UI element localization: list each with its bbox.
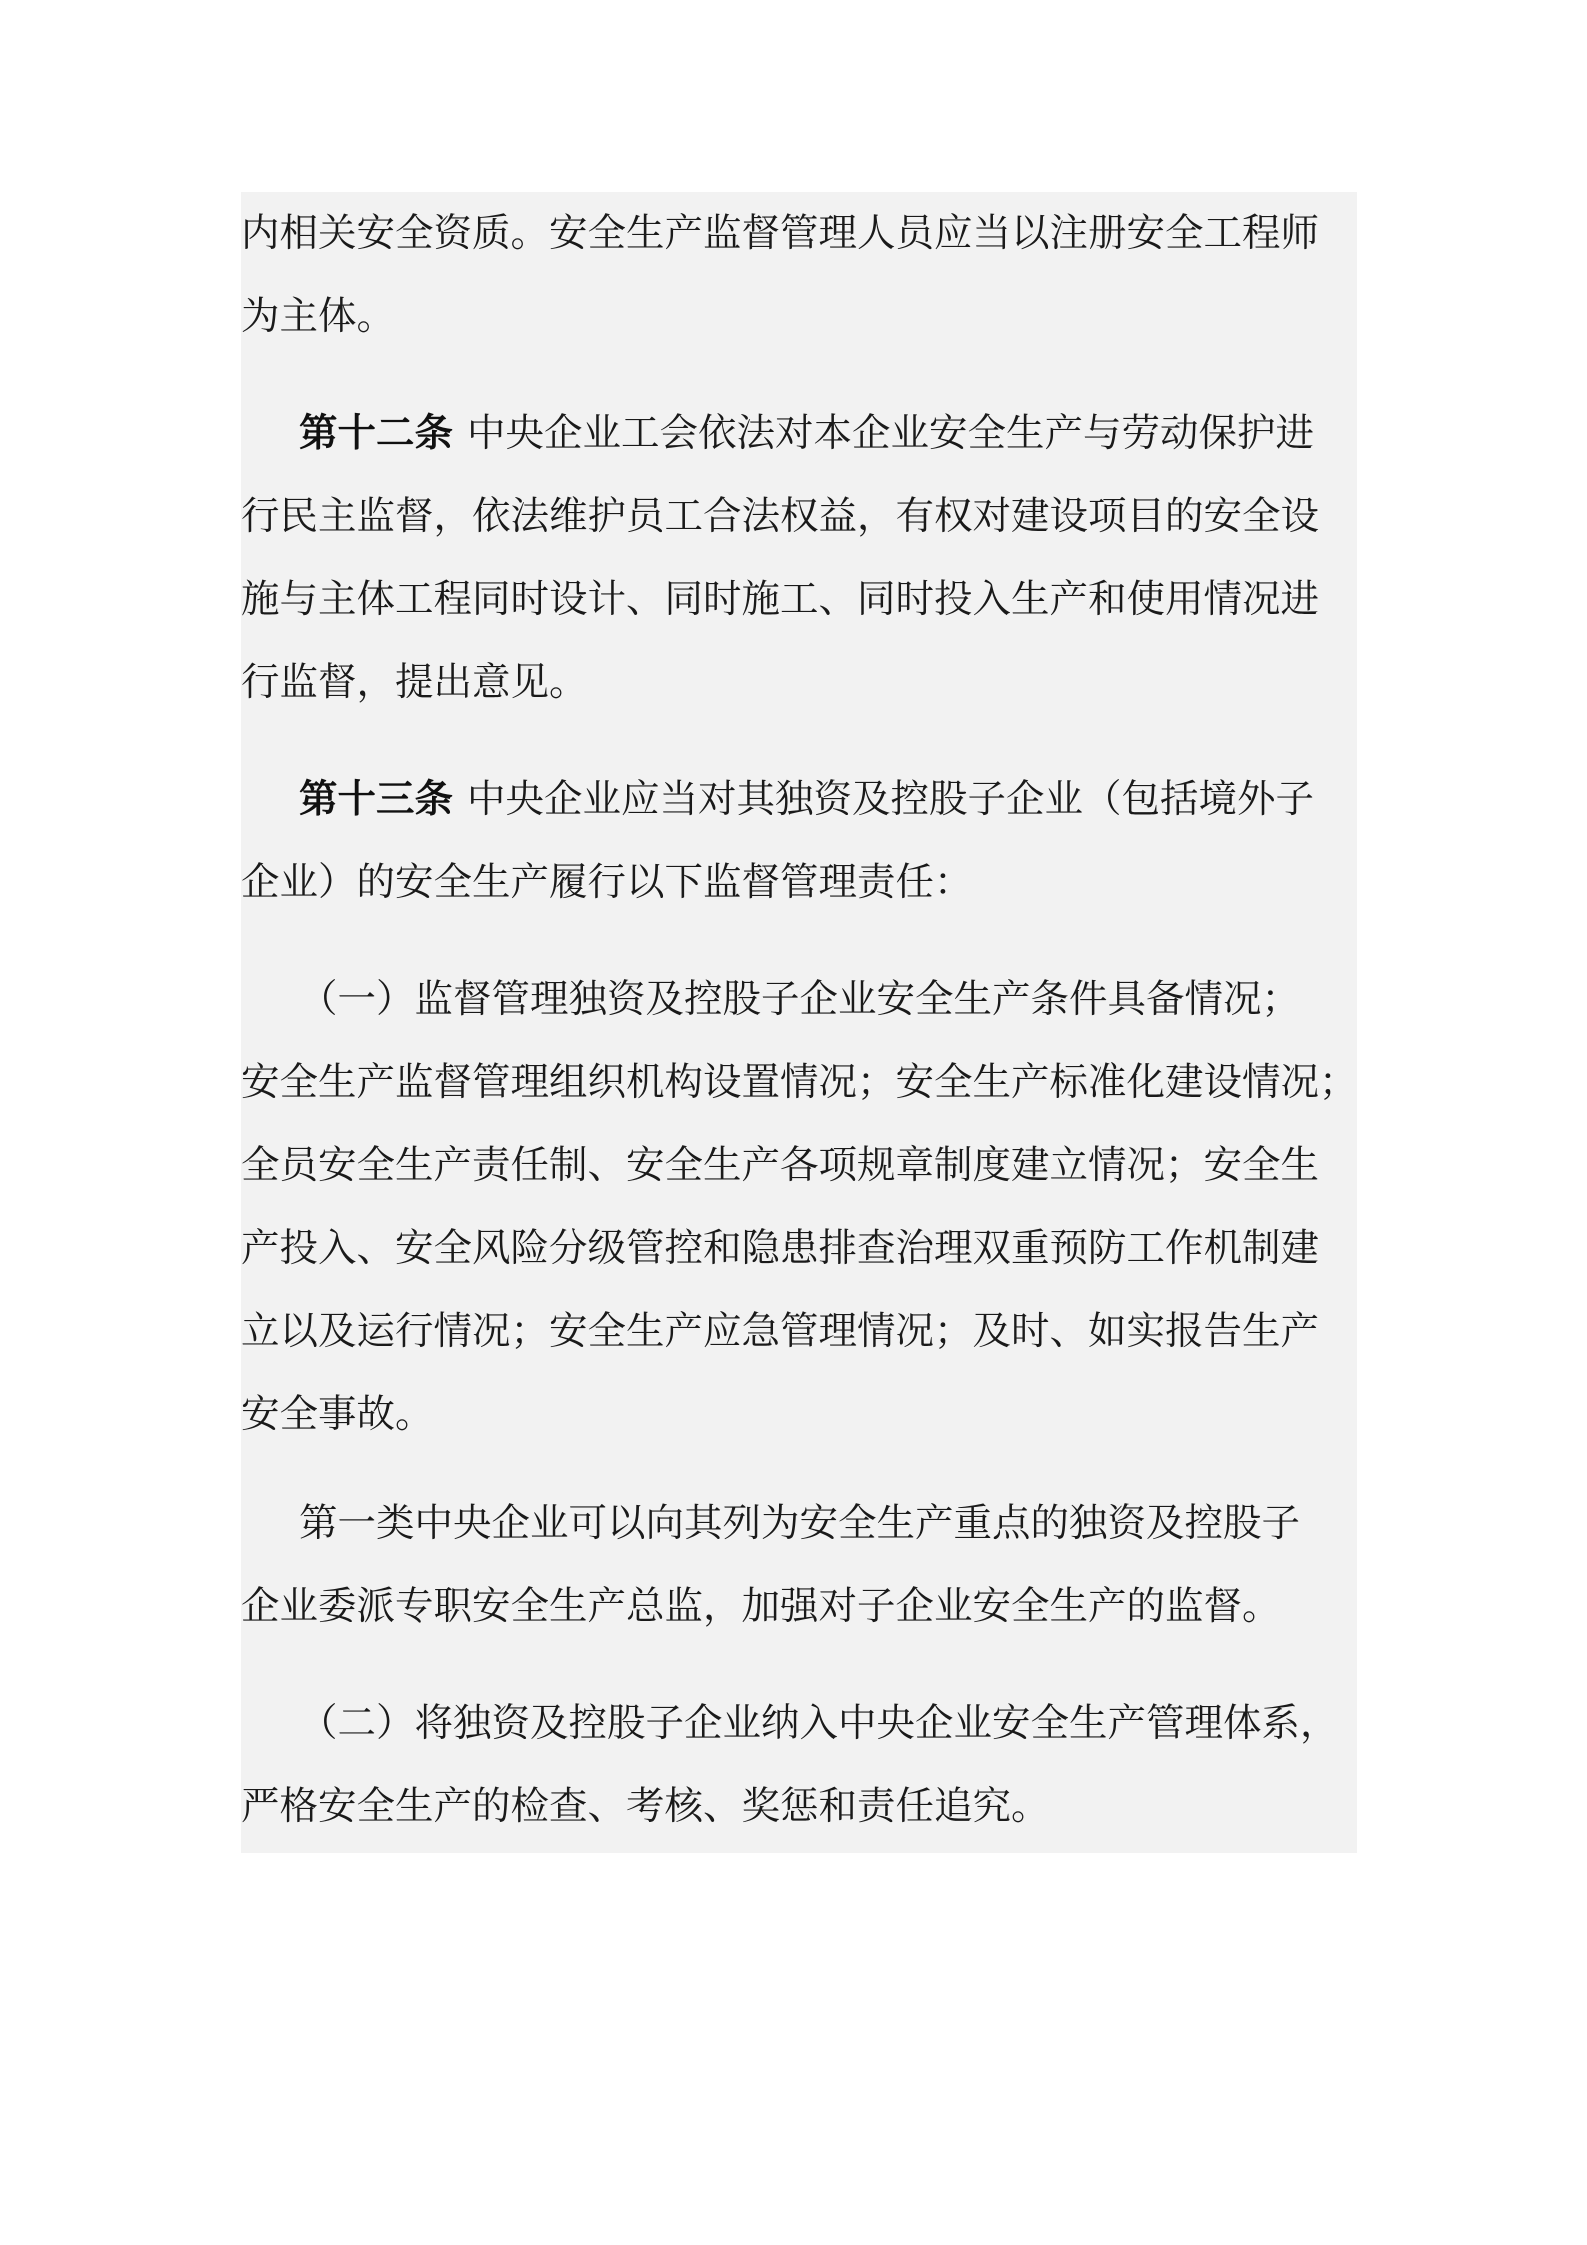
paragraph-article-12 bbox=[241, 392, 1357, 724]
article-heading: 第十二条 bbox=[299, 411, 454, 456]
text-line bbox=[241, 392, 1357, 475]
text-line: 立以及运行情况；安全生产应急管理情况；及时、如实报告生产 bbox=[241, 1309, 1320, 1354]
paragraph-article-13 bbox=[241, 758, 1357, 924]
text-line: 第一类中央企业可以向其列为安全生产重点的独资及控股子 bbox=[299, 1501, 1301, 1546]
text-line: 企业委派专职安全生产总监，加强对子企业安全生产的监督。 bbox=[241, 1584, 1281, 1629]
paragraph-item-1-note bbox=[241, 1482, 1357, 1648]
text-line: 内相关安全资质。安全生产监督管理人员应当以注册安全工程师 bbox=[241, 211, 1320, 256]
text-line: （二）将独资及控股子企业纳入中央企业安全生产管理体系， bbox=[299, 1701, 1339, 1746]
text-line: 安全生产监督管理组织机构设置情况；安全生产标准化建设情况； bbox=[241, 1060, 1358, 1105]
document-text-block bbox=[241, 192, 1357, 1853]
text-line: 行监督，提出意见。 bbox=[241, 660, 588, 705]
article-text: 中央企业应当对其独资及控股子企业（包括境外子 bbox=[467, 777, 1315, 822]
text-line: 全员安全生产责任制、安全生产各项规章制度建立情况；安全生 bbox=[241, 1143, 1320, 1188]
article-text: 中央企业工会依法对本企业安全生产与劳动保护进 bbox=[467, 411, 1315, 456]
text-line: 安全事故。 bbox=[241, 1392, 434, 1437]
text-line bbox=[241, 758, 1357, 841]
paragraph-item-1 bbox=[241, 958, 1357, 1456]
text-line: （一）监督管理独资及控股子企业安全生产条件具备情况； bbox=[299, 977, 1301, 1022]
article-heading: 第十三条 bbox=[299, 777, 454, 822]
text-line: 产投入、安全风险分级管控和隐患排查治理双重预防工作机制建 bbox=[241, 1226, 1320, 1271]
text-line: 行民主监督，依法维护员工合法权益，有权对建设项目的安全设 bbox=[241, 494, 1320, 539]
text-line: 施与主体工程同时设计、同时施工、同时投入生产和使用情况进 bbox=[241, 577, 1320, 622]
text-line: 为主体。 bbox=[241, 294, 396, 339]
paragraph-continuation bbox=[241, 192, 1357, 358]
text-line: 企业）的安全生产履行以下监督管理责任： bbox=[241, 860, 973, 905]
paragraph-item-2 bbox=[241, 1682, 1357, 1848]
text-line: 严格安全生产的检查、考核、奖惩和责任追究。 bbox=[241, 1784, 1050, 1829]
